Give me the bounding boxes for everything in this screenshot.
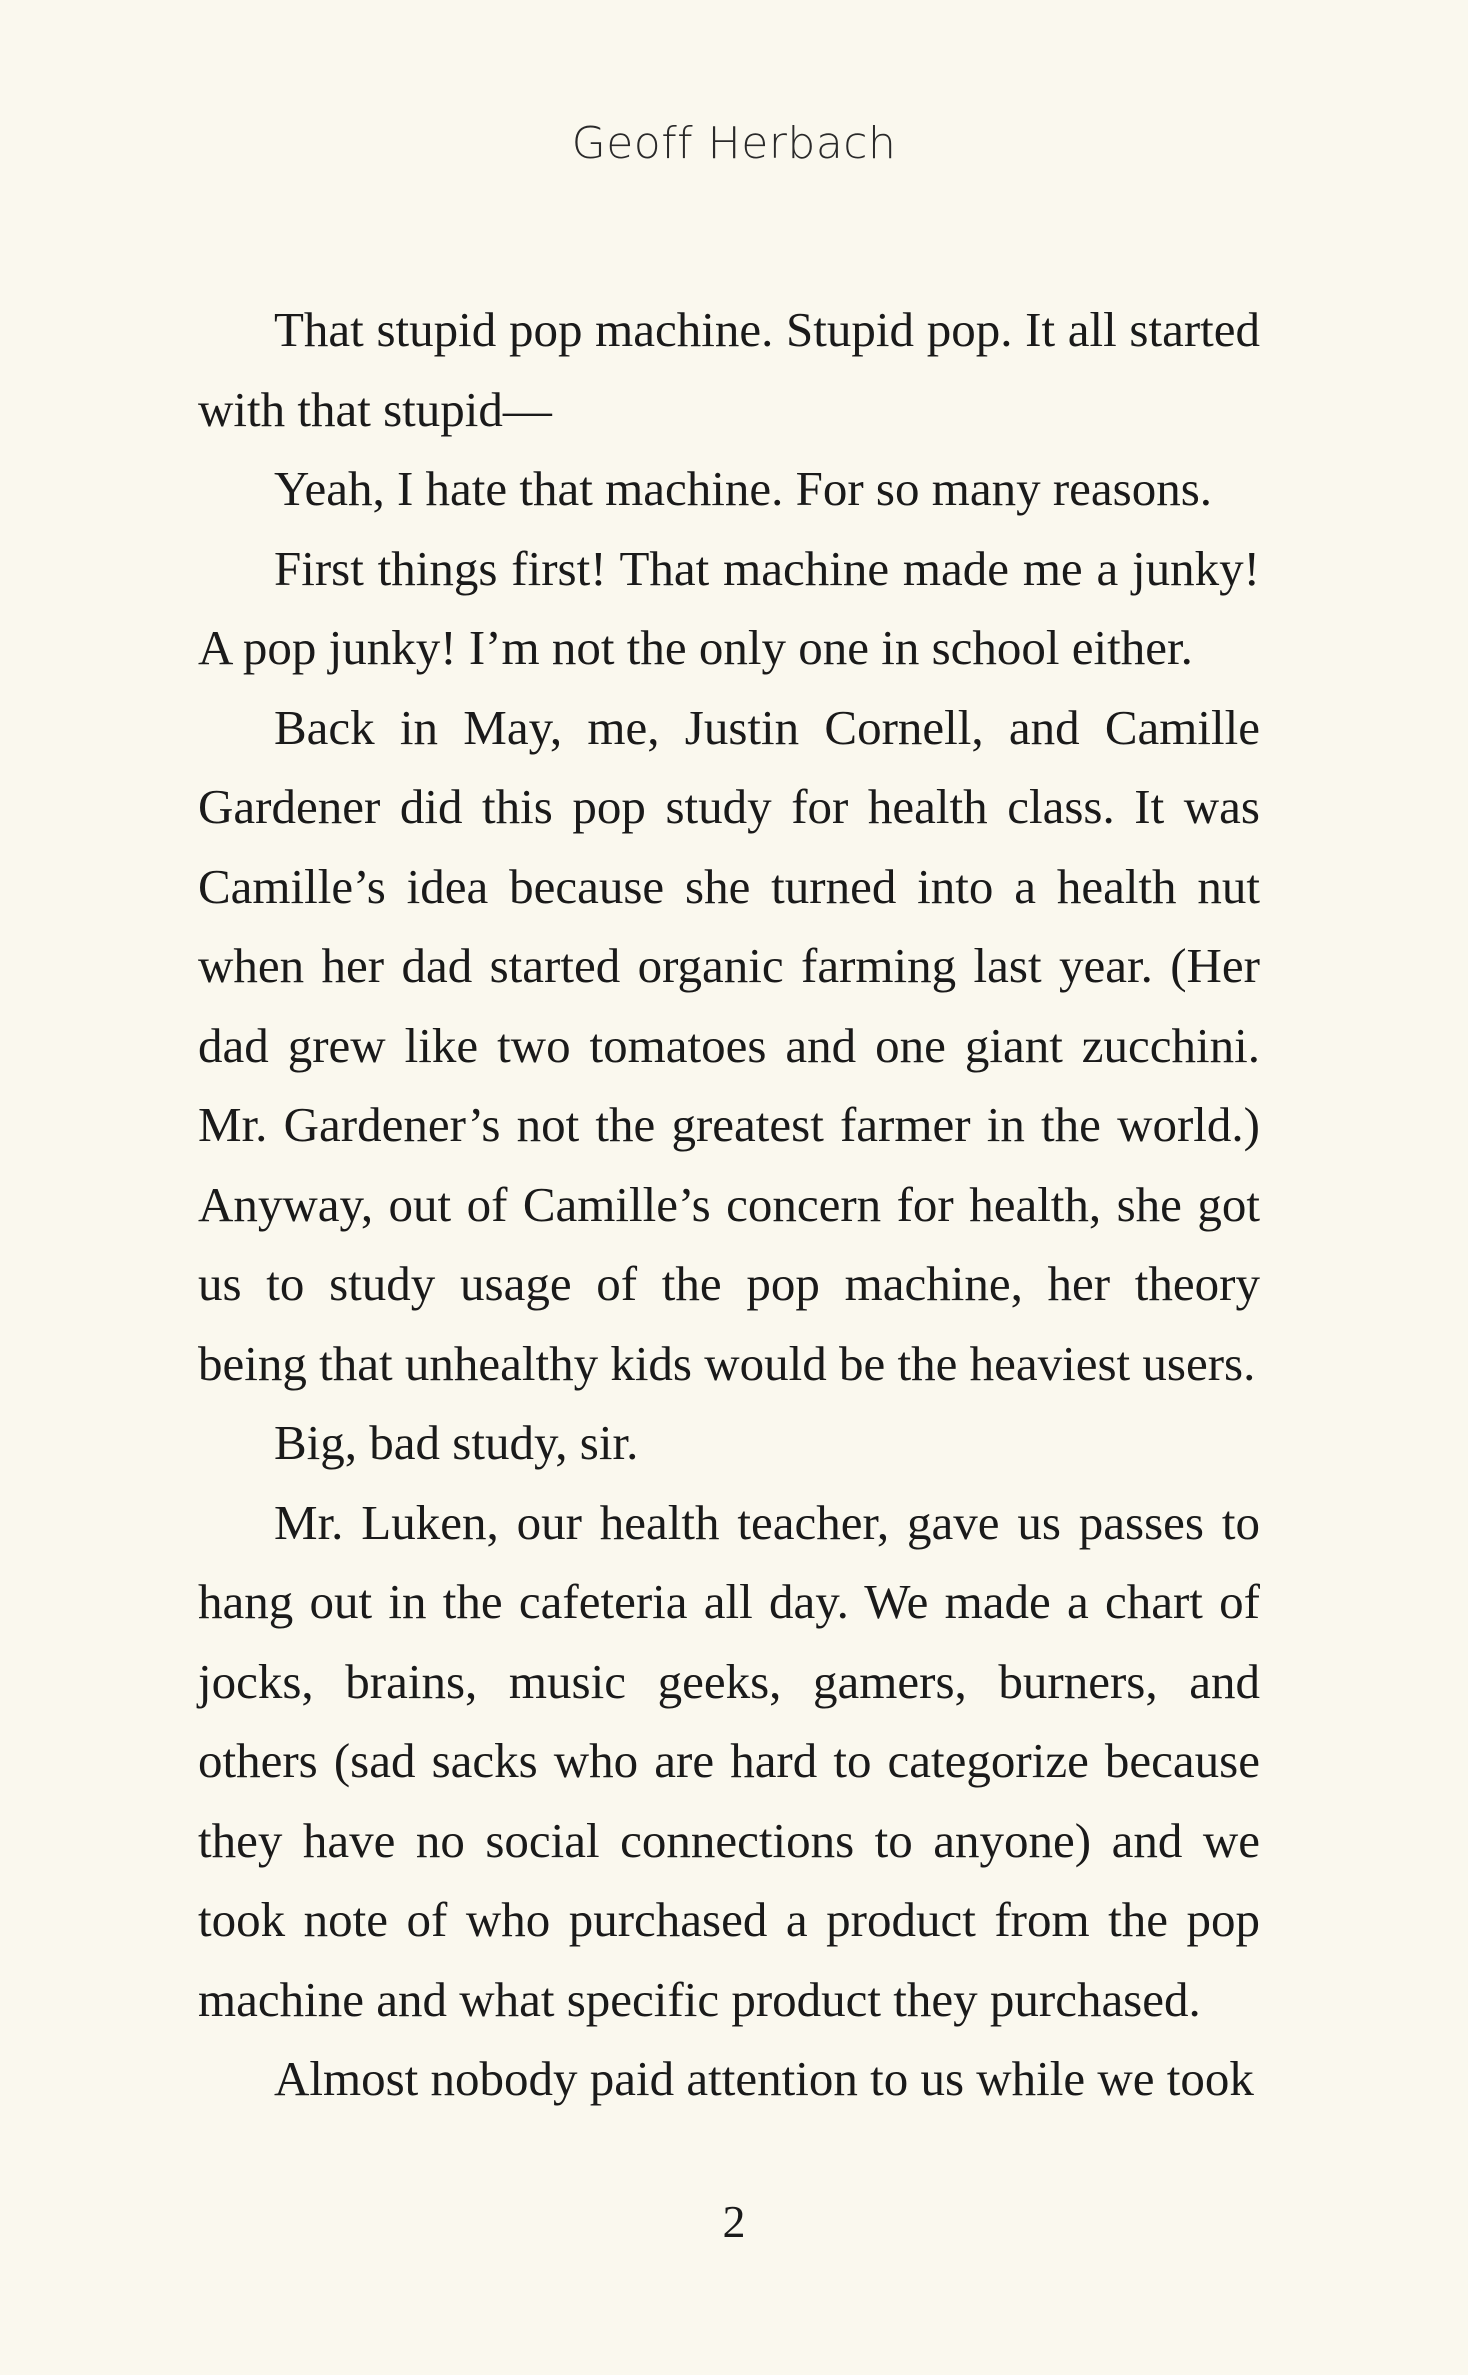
paragraph: Back in May, me, Justin Cornell, and Camille Gardener did this pop study for health class. It was Camille’s idea because she turned into a health nut when her dad started organic farming last year. (Her dad grew like two tomatoes and one giant zucchini. Mr. Gardener’s not the greatest farmer in the world.) Anyway, out of Camille’s concern for health, she got us to study usage of the pop machine, her theory being that unhealthy kids would be the heaviest users. — [198, 699, 1260, 1391]
body-text — [198, 290, 1260, 2119]
paragraph: Big, bad study, sir. — [274, 1415, 639, 1470]
paragraph: First things first! That machine made me a junky! A pop junky! I’m not the only one in school either. — [198, 540, 1260, 675]
page-number: 2 — [722, 2196, 746, 2247]
running-head-author: Geoff Herbach — [571, 118, 897, 169]
paragraph: That stupid pop machine. Stupid pop. It all started with that stupid— — [198, 302, 1260, 437]
paragraph: Yeah, I hate that machine. For so many reasons. — [274, 461, 1213, 516]
paragraph: Almost nobody paid attention to us while we took — [274, 2051, 1254, 2106]
paragraph: Mr. Luken, our health teacher, gave us passes to hang out in the cafeteria all day. We made a chart of jocks, brains, music geeks, gamers, burners, and others (sad sacks who are hard to categorize because they have no social connections to anyone) and we took note of who purchased a product from the pop machine and what specific product they purchased. — [198, 1494, 1260, 2027]
